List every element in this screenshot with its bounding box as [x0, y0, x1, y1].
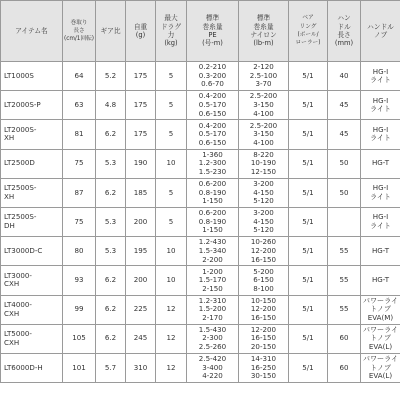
cell-item: LT3000D-C: [1, 237, 63, 266]
cell-handle-knob: HG-I ライト: [361, 207, 400, 236]
cell-handle-knob: HG-I ライト: [361, 91, 400, 120]
table-row: [1, 149, 400, 178]
cell-pe-capacity: 0.4-200 0.5-170 0.6-150: [187, 120, 239, 149]
cell-retrieve: 81: [63, 120, 96, 149]
cell-retrieve: 75: [63, 207, 96, 236]
cell-max-drag: 12: [156, 324, 187, 353]
cell-weight: 195: [126, 237, 156, 266]
cell-gear-ratio: 6.2: [96, 266, 126, 295]
header-retrieve: 巻取り 長さ (cm/1回転): [63, 1, 96, 62]
cell-bearing: 5/1: [289, 149, 328, 178]
cell-handle-knob: HG-T: [361, 266, 400, 295]
cell-nylon-capacity: 10-260 12-200 16-150: [239, 237, 289, 266]
cell-item: LT1000S: [1, 62, 63, 91]
cell-nylon-capacity: 8-220 10-190 12-150: [239, 149, 289, 178]
header-nylon-capacity: 標準 巻糸量 ナイロン (lb-m): [239, 1, 289, 62]
cell-retrieve: 87: [63, 178, 96, 207]
cell-nylon-capacity: 14-310 16-250 30-150: [239, 353, 289, 382]
cell-max-drag: 5: [156, 91, 187, 120]
cell-weight: 175: [126, 62, 156, 91]
cell-handle-length: 60: [328, 324, 361, 353]
table-row: [1, 324, 400, 353]
cell-pe-capacity: 0.2-210 0.3-200 0.6-70: [187, 62, 239, 91]
cell-nylon-capacity: 3-200 4-150 5-120: [239, 207, 289, 236]
cell-weight: 190: [126, 149, 156, 178]
cell-handle-knob: HG-I ライト: [361, 120, 400, 149]
cell-max-drag: 12: [156, 295, 187, 324]
header-bearing: ベア リング (ボール/ ローラー): [289, 1, 328, 62]
cell-max-drag: 10: [156, 266, 187, 295]
cell-item: LT6000D-H: [1, 353, 63, 382]
table-row: [1, 266, 400, 295]
table-row: [1, 178, 400, 207]
cell-max-drag: 5: [156, 62, 187, 91]
cell-retrieve: 99: [63, 295, 96, 324]
cell-pe-capacity: 1.2-430 1.5-340 2-200: [187, 237, 239, 266]
cell-item: LT2000S- XH: [1, 120, 63, 149]
cell-bearing: 5/1: [289, 178, 328, 207]
cell-gear-ratio: 5.3: [96, 207, 126, 236]
cell-weight: 175: [126, 120, 156, 149]
header-row: [1, 1, 400, 62]
cell-gear-ratio: 6.2: [96, 295, 126, 324]
cell-gear-ratio: 4.8: [96, 91, 126, 120]
cell-handle-length: 55: [328, 266, 361, 295]
header-gear-ratio: ギア比: [96, 1, 126, 62]
table-row: [1, 237, 400, 266]
cell-bearing: 5/1: [289, 62, 328, 91]
cell-item: LT2500S- XH: [1, 178, 63, 207]
cell-bearing: 5/1: [289, 120, 328, 149]
cell-item: LT2500S- DH: [1, 207, 63, 236]
table-row: [1, 120, 400, 149]
cell-retrieve: 105: [63, 324, 96, 353]
cell-nylon-capacity: 2-120 2.5-100 3-70: [239, 62, 289, 91]
cell-weight: 175: [126, 91, 156, 120]
cell-weight: 200: [126, 207, 156, 236]
cell-handle-length: 55: [328, 295, 361, 324]
cell-handle-knob: HG-I ライト: [361, 178, 400, 207]
cell-bearing: 5/1: [289, 295, 328, 324]
cell-bearing: 5/1: [289, 266, 328, 295]
header-max-drag: 最大 ドラグ 力 (kg): [156, 1, 187, 62]
cell-handle-length: [328, 207, 361, 236]
cell-max-drag: 5: [156, 120, 187, 149]
table-row: [1, 295, 400, 324]
cell-pe-capacity: 1.5-430 2-300 2.5-260: [187, 324, 239, 353]
cell-item: LT2000S-P: [1, 91, 63, 120]
cell-handle-knob: HG-T: [361, 149, 400, 178]
cell-item: LT4000- CXH: [1, 295, 63, 324]
cell-bearing: 5/1: [289, 237, 328, 266]
cell-handle-length: 55: [328, 237, 361, 266]
cell-handle-knob: パワーライ トノブ EVA(L): [361, 324, 400, 353]
cell-handle-length: 50: [328, 178, 361, 207]
table-row: [1, 62, 400, 91]
cell-bearing: 5/1: [289, 91, 328, 120]
cell-handle-length: 45: [328, 91, 361, 120]
cell-bearing: 5/1: [289, 324, 328, 353]
cell-nylon-capacity: 12-200 16-150 20-150: [239, 324, 289, 353]
cell-pe-capacity: 0.6-200 0.8-190 1-150: [187, 178, 239, 207]
cell-pe-capacity: 0.4-200 0.5-170 0.6-150: [187, 91, 239, 120]
cell-item: LT2500D: [1, 149, 63, 178]
table-row: [1, 91, 400, 120]
cell-gear-ratio: 6.2: [96, 120, 126, 149]
cell-weight: 310: [126, 353, 156, 382]
cell-handle-knob: パワーライ トノブ EVA(M): [361, 295, 400, 324]
cell-pe-capacity: 0.6-200 0.8-190 1-150: [187, 207, 239, 236]
header-handle-length: ハン ドル 長さ (mm): [328, 1, 361, 62]
cell-weight: 185: [126, 178, 156, 207]
cell-retrieve: 64: [63, 62, 96, 91]
cell-retrieve: 101: [63, 353, 96, 382]
cell-pe-capacity: 2.5-420 3-400 4-220: [187, 353, 239, 382]
header-weight: 自重 (g): [126, 1, 156, 62]
cell-gear-ratio: 5.7: [96, 353, 126, 382]
cell-max-drag: 10: [156, 237, 187, 266]
header-pe-capacity: 標準 巻糸量 PE (号-m): [187, 1, 239, 62]
cell-weight: 200: [126, 266, 156, 295]
header-item: アイテム名: [1, 1, 63, 62]
cell-item: LT3000- CXH: [1, 266, 63, 295]
cell-handle-knob: パワーライ トノブ EVA(L): [361, 353, 400, 382]
cell-max-drag: 5: [156, 178, 187, 207]
cell-nylon-capacity: 5-200 6-150 8-100: [239, 266, 289, 295]
cell-nylon-capacity: 2.5-200 3-150 4-100: [239, 120, 289, 149]
cell-pe-capacity: 1-360 1.2-300 1.5-230: [187, 149, 239, 178]
cell-nylon-capacity: 3-200 4-150 5-120: [239, 178, 289, 207]
cell-gear-ratio: 6.2: [96, 178, 126, 207]
cell-handle-length: 60: [328, 353, 361, 382]
cell-bearing: 5/1: [289, 353, 328, 382]
cell-retrieve: 80: [63, 237, 96, 266]
cell-handle-knob: HG-I ライト: [361, 62, 400, 91]
cell-gear-ratio: 5.3: [96, 149, 126, 178]
cell-max-drag: 10: [156, 149, 187, 178]
cell-weight: 225: [126, 295, 156, 324]
cell-pe-capacity: 1.2-310 1.5-200 2-170: [187, 295, 239, 324]
header-handle-knob: ハンドル ノブ: [361, 1, 400, 62]
cell-handle-knob: HG-T: [361, 237, 400, 266]
cell-nylon-capacity: 10-150 12-200 16-150: [239, 295, 289, 324]
table-row: [1, 353, 400, 382]
cell-gear-ratio: 5.3: [96, 237, 126, 266]
cell-max-drag: 5: [156, 207, 187, 236]
cell-bearing: 5/1: [289, 207, 328, 236]
cell-item: LT5000- CXH: [1, 324, 63, 353]
cell-handle-length: 40: [328, 62, 361, 91]
table-row: [1, 207, 400, 236]
cell-weight: 245: [126, 324, 156, 353]
cell-retrieve: 63: [63, 91, 96, 120]
cell-retrieve: 75: [63, 149, 96, 178]
cell-max-drag: 12: [156, 353, 187, 382]
cell-pe-capacity: 1-200 1.5-170 2-150: [187, 266, 239, 295]
cell-handle-length: 45: [328, 120, 361, 149]
cell-gear-ratio: 6.2: [96, 324, 126, 353]
cell-nylon-capacity: 2.5-200 3-150 4-100: [239, 91, 289, 120]
cell-gear-ratio: 5.2: [96, 62, 126, 91]
cell-retrieve: 93: [63, 266, 96, 295]
cell-handle-length: 50: [328, 149, 361, 178]
